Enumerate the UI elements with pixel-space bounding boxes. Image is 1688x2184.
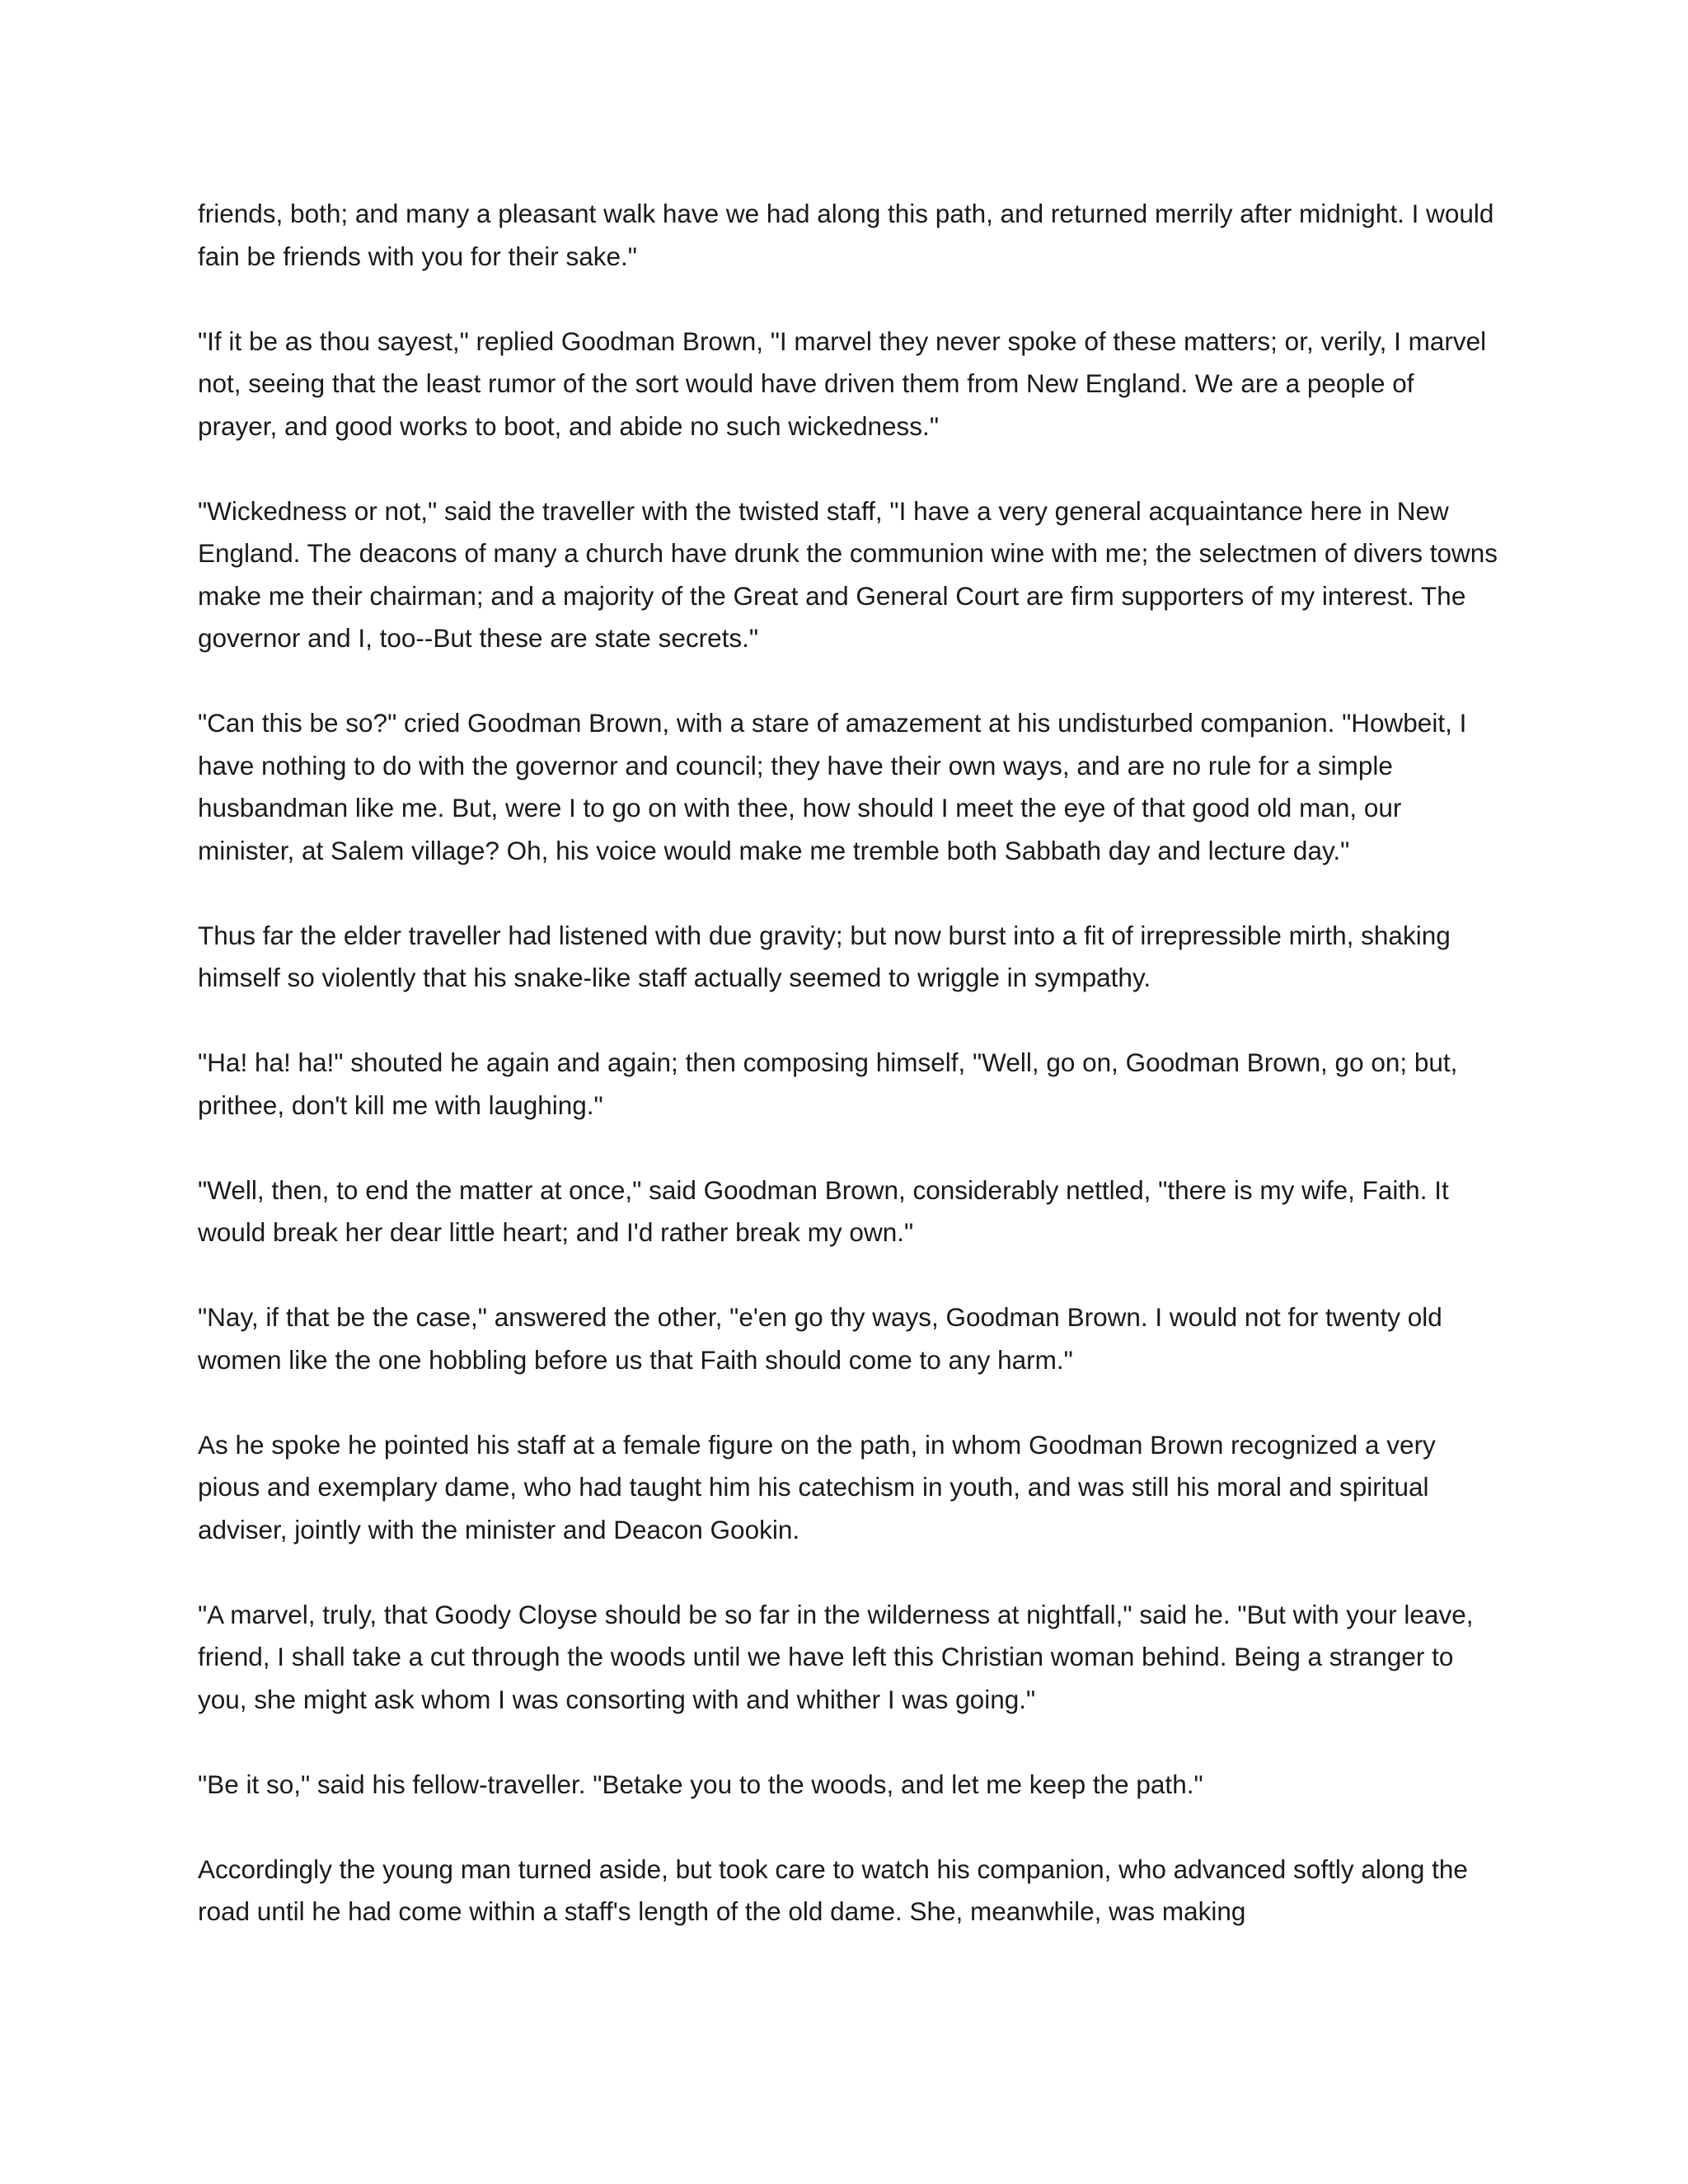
paragraph: As he spoke he pointed his staff at a female figure on the path, in whom Goodman Brown recognized a very pious and exemplary dame, who had taught him his catechism in youth, and was still his moral and spiritual adviser, jointly with the minister and Deacon Gookin.: [198, 1429, 1436, 1544]
paragraph: Thus far the elder traveller had listened with due gravity; but now burst into a fit of irrepressible mirth, shaking himself so violently that his snake-like staff actually seemed to wriggle in sympathy.: [198, 920, 1451, 992]
paragraph: "Wickedness or not," said the traveller with the twisted staff, "I have a very general acquaintance here in New England. The deacons of many a church have drunk the communion wine with me; the selectmen of divers towns make me their chairman; and a majority of the Great and General Court are firm supporters of my interest. The governor and I, too--But these are state secrets.": [198, 495, 1498, 653]
paragraph: "Be it so," said his fellow-traveller. "Betake you to the woods, and let me keep the path.": [198, 1769, 1203, 1799]
paragraph: "A marvel, truly, that Goody Cloyse should be so far in the wilderness at nightfall," said he. "But with your leave, friend, I shall take a cut through the woods until we have left this Christian woman behind. Being a stranger to you, she might ask whom I was consorting with and whither I was going.": [198, 1599, 1474, 1714]
paragraph: "Ha! ha! ha!" shouted he again and again; then composing himself, "Well, go on, Goodman Brown, go on; but, prithee, don't kill me with laughing.": [198, 1047, 1458, 1120]
paragraph: "If it be as thou sayest," replied Goodman Brown, "I marvel they never spoke of these matters; or, verily, I marvel not, seeing that the least rumor of the sort would have driven them from New England. We are a people of prayer, and good works to boot, and abide no such wickedness.": [198, 326, 1487, 441]
body-text: [198, 193, 1500, 1933]
paragraph: "Can this be so?" cried Goodman Brown, with a stare of amazement at his undisturbed companion. "Howbeit, I have nothing to do with the governor and council; they have their own ways, and are no rule for a simple husbandman like me. But, were I to go on with thee, how should I meet the eye of that good old man, our minister, at Salem village? Oh, his voice would make me tremble both Sabbath day and lecture day.": [198, 708, 1467, 865]
paragraph: friends, both; and many a pleasant walk have we had along this path, and returned merrily after midnight. I would fain be friends with you for their sake.": [198, 199, 1494, 271]
paragraph: "Nay, if that be the case," answered the other, "e'en go thy ways, Goodman Brown. I would not for twenty old women like the one hobbling before us that Faith should come to any harm.": [198, 1302, 1442, 1375]
paragraph: Accordingly the young man turned aside, but took care to watch his companion, who advanced softly along the road until he had come within a staff's length of the old dame. She, meanwhile, was making: [198, 1854, 1468, 1926]
paragraph: "Well, then, to end the matter at once," said Goodman Brown, considerably nettled, "there is my wife, Faith. It would break her dear little heart; and I'd rather break my own.": [198, 1174, 1449, 1247]
